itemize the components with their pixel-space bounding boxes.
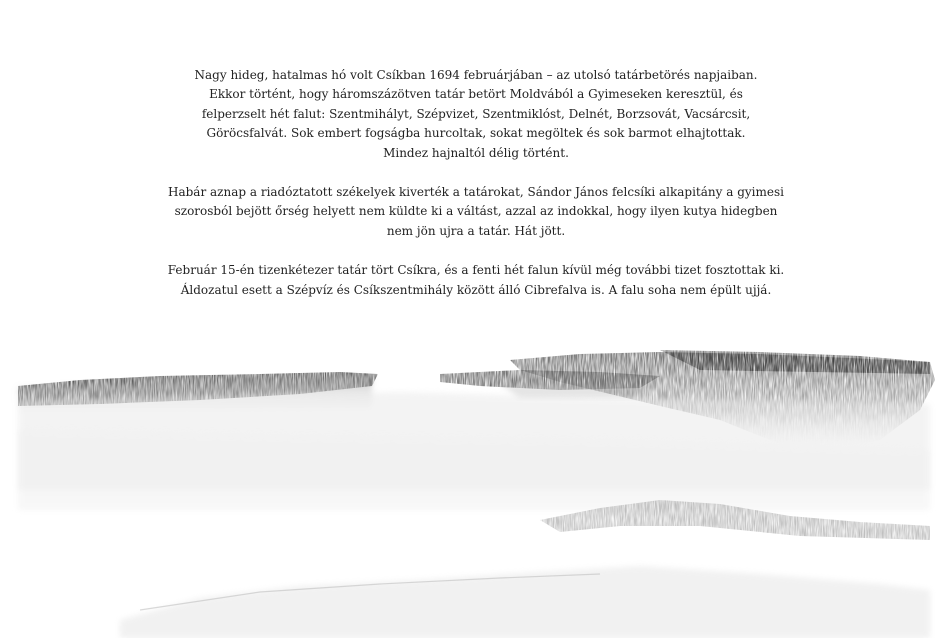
text-line: Habár aznap a riadóztatott székelyek kiverték a tatárokat, Sándor János felcsíki alkapitány a gyimesi [168,185,784,200]
text-line: nem jön ujra a tatár. Hát jött. [386,223,566,238]
paragraph-2 [0,183,952,241]
winter-landscape-illustration [0,340,952,638]
paragraph-1 [0,66,952,163]
text-line: Február 15-én tizenkétezer tatár tört Csíkra, és a fenti hét falun kívül még további tizet fosztottak ki. [167,263,785,278]
lower-hills [120,500,930,638]
text-line: Ekkor történt, hogy háromszázötven tatár betört Moldvából a Gyimeseken keresztül, és [209,87,743,102]
text-line: Göröcsfalvát. Sok embert fogságba hurcoltak, sokat megöltek és sok barmot elhajtottak. [206,126,746,141]
text-line: felperzselt hét falut: Szentmihályt, Szépvizet, Szentmiklóst, Delnét, Borzsovát, Vacsárcsit, [201,106,751,121]
paragraph-3 [0,261,952,300]
text-line: Nagy hideg, hatalmas hó volt Csíkban 1694 februárjában – az utolsó tatárbetörés napjaiban. [194,68,758,82]
story-text [0,66,952,320]
text-line: Áldozatul esett a Szépvíz és Csíkszentmihály között álló Cibrefalva is. A falu soha nem épült ujjá. [180,282,772,297]
text-line: Mindez hajnaltól délig történt. [383,145,569,160]
text-line: szorosból bejött őrség helyett nem küldte ki a váltást, azzal az indokkal, hogy ilyen kutya hidegben [174,204,778,219]
snowfield [18,392,930,510]
